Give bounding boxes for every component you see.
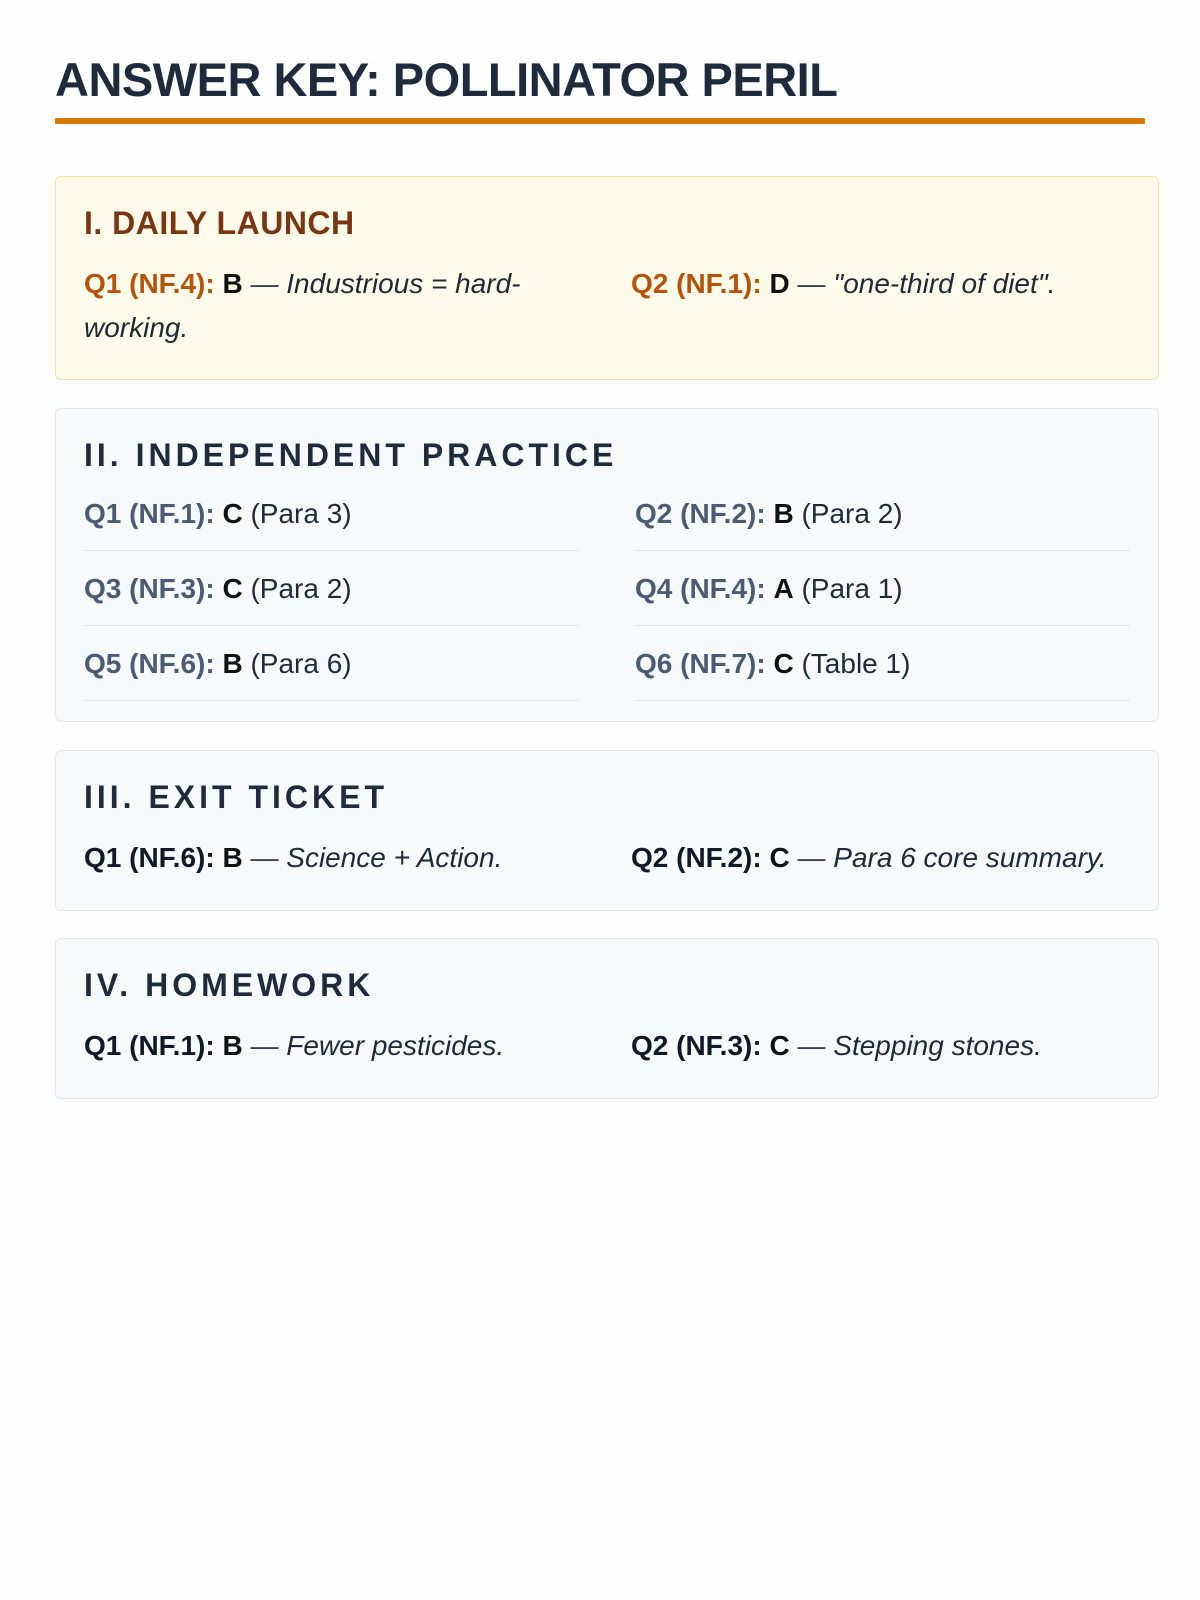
answer-letter: D bbox=[769, 268, 790, 300]
answer-list bbox=[84, 490, 1130, 715]
answer-item bbox=[635, 490, 1130, 551]
answer-letter: B bbox=[222, 842, 243, 874]
answer-item bbox=[84, 836, 583, 880]
answer-note: "one-third of diet". bbox=[833, 268, 1056, 300]
section-heading: I. DAILY LAUNCH bbox=[84, 205, 355, 241]
answer-note: Fewer pesticides. bbox=[286, 1030, 505, 1062]
daily-launch-section bbox=[55, 176, 1159, 380]
answer-item bbox=[84, 565, 579, 626]
separator-dash: — bbox=[250, 1030, 279, 1062]
answer-item bbox=[631, 1024, 1130, 1068]
answer-item bbox=[84, 640, 579, 701]
exit-ticket-section bbox=[55, 750, 1159, 911]
question-key: Q1 (NF.1): bbox=[84, 1030, 215, 1062]
question-key: Q1 (NF.6): bbox=[84, 842, 215, 874]
answer-letter: C bbox=[773, 648, 794, 680]
answer-letter: A bbox=[773, 573, 794, 605]
answer-reference: (Para 3) bbox=[250, 498, 352, 530]
answer-reference: (Table 1) bbox=[801, 648, 911, 680]
answer-reference: (Para 6) bbox=[250, 648, 352, 680]
separator-dash: — bbox=[797, 1030, 826, 1062]
answer-note: Science + Action. bbox=[286, 842, 503, 874]
question-key: Q3 (NF.3): bbox=[84, 573, 215, 605]
answer-letter: B bbox=[222, 1030, 243, 1062]
section-heading: III. EXIT TICKET bbox=[84, 779, 389, 815]
question-key: Q6 (NF.7): bbox=[635, 648, 766, 680]
answer-item bbox=[84, 262, 583, 350]
answer-letter: B bbox=[222, 268, 243, 300]
answer-letter: B bbox=[222, 648, 243, 680]
answer-letter: C bbox=[222, 498, 243, 530]
answer-list bbox=[84, 836, 1130, 880]
answer-letter: C bbox=[222, 573, 243, 605]
answer-note: Stepping stones. bbox=[833, 1030, 1042, 1062]
question-key: Q2 (NF.3): bbox=[631, 1030, 762, 1062]
answer-item bbox=[635, 565, 1130, 626]
question-key: Q2 (NF.2): bbox=[635, 498, 766, 530]
question-key: Q4 (NF.4): bbox=[635, 573, 766, 605]
section-heading: II. INDEPENDENT PRACTICE bbox=[84, 437, 618, 473]
answer-item bbox=[631, 262, 1130, 350]
page-title: ANSWER KEY: POLLINATOR PERIL bbox=[55, 53, 838, 106]
answer-list bbox=[84, 262, 1130, 350]
answer-reference: (Para 2) bbox=[801, 498, 903, 530]
question-key: Q2 (NF.2): bbox=[631, 842, 762, 874]
independent-practice-section bbox=[55, 408, 1159, 722]
homework-section bbox=[55, 938, 1159, 1099]
question-key: Q5 (NF.6): bbox=[84, 648, 215, 680]
separator-dash: — bbox=[797, 842, 826, 874]
separator-dash: — bbox=[250, 842, 279, 874]
answer-item bbox=[635, 640, 1130, 701]
answer-letter: C bbox=[769, 1030, 790, 1062]
question-key: Q2 (NF.1): bbox=[631, 268, 762, 300]
answer-letter: B bbox=[773, 498, 794, 530]
question-key: Q1 (NF.1): bbox=[84, 498, 215, 530]
separator-dash: — bbox=[797, 268, 826, 300]
answer-item bbox=[84, 1024, 583, 1068]
answer-reference: (Para 2) bbox=[250, 573, 352, 605]
section-heading: IV. HOMEWORK bbox=[84, 967, 375, 1003]
separator-dash: — bbox=[250, 268, 279, 300]
answer-note: Para 6 core summary. bbox=[833, 842, 1107, 874]
title-underline bbox=[55, 118, 1145, 124]
answer-letter: C bbox=[769, 842, 790, 874]
answer-note: Industrious = hard-working. bbox=[84, 268, 521, 344]
answer-reference: (Para 1) bbox=[801, 573, 903, 605]
answer-list bbox=[84, 1024, 1130, 1068]
question-key: Q1 (NF.4): bbox=[84, 268, 215, 300]
answer-item bbox=[84, 490, 579, 551]
answer-item bbox=[631, 836, 1130, 880]
